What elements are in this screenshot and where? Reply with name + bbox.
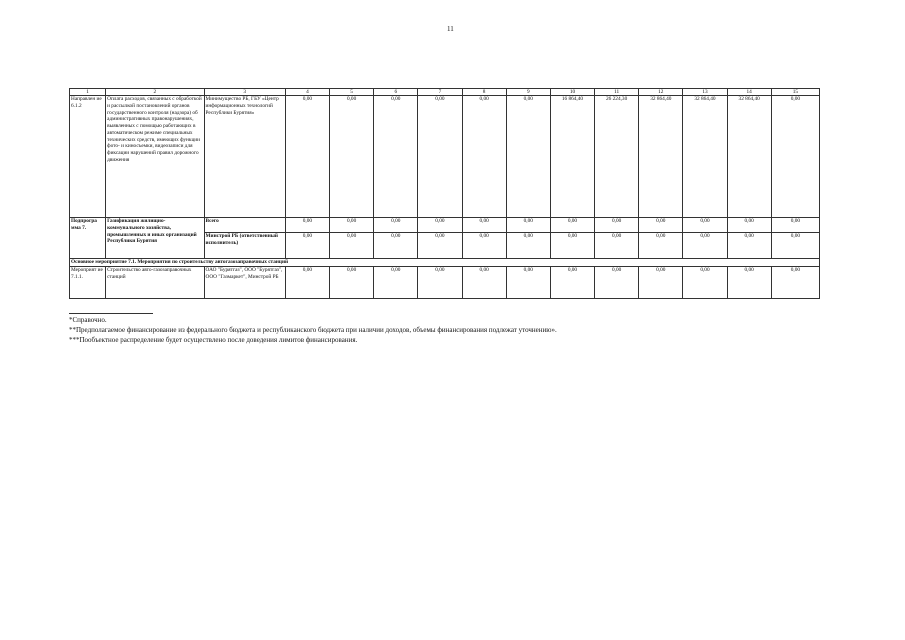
header-cell: 9 — [506, 89, 550, 96]
value-cell: 0,00 — [683, 233, 727, 259]
page-number: 11 — [447, 25, 454, 33]
header-cell: 11 — [595, 89, 639, 96]
row-executor: ОАО "Бурятгаз", ООО "Бурятгаз", ООО "Газмаркет", Минстрой РБ — [204, 266, 285, 298]
value-cell: 0,00 — [330, 218, 374, 233]
header-cell: 5 — [330, 89, 374, 96]
header-cell: 13 — [683, 89, 727, 96]
value-cell: 0,00 — [595, 233, 639, 259]
table-row — [70, 218, 820, 233]
value-cell: 0,00 — [418, 96, 462, 218]
value-cell: 26 224,30 — [595, 96, 639, 218]
value-cell: 0,00 — [727, 218, 771, 233]
value-cell: 32 864,40 — [683, 96, 727, 218]
section-row — [70, 259, 820, 267]
footnote: *Справочно. — [69, 316, 107, 324]
table-row — [70, 96, 820, 218]
value-cell: 0,00 — [683, 218, 727, 233]
header-cell: 1 — [70, 89, 106, 96]
header-cell: 3 — [204, 89, 285, 96]
value-cell: 32 864,40 — [727, 96, 771, 218]
header-row — [70, 89, 820, 96]
value-cell: 16 864,40 — [550, 96, 594, 218]
value-cell: 0,00 — [550, 233, 594, 259]
value-cell: 0,00 — [771, 96, 819, 218]
value-cell: 0,00 — [771, 218, 819, 233]
value-cell: 0,00 — [771, 266, 819, 298]
header-cell: 4 — [285, 89, 329, 96]
value-cell: 0,00 — [506, 266, 550, 298]
row-description: Строительство авто-газозаправочных станций — [106, 266, 204, 298]
section-title: Основное мероприятие 7.1. Мероприятия по строительству автогазозаправочных станций — [70, 259, 820, 267]
value-cell: 0,00 — [506, 218, 550, 233]
value-cell: 0,00 — [330, 266, 374, 298]
value-cell: 0,00 — [462, 233, 506, 259]
header-cell: 15 — [771, 89, 819, 96]
header-cell: 8 — [462, 89, 506, 96]
value-cell: 0,00 — [639, 218, 683, 233]
header-cell: 12 — [639, 89, 683, 96]
row-executor: Минстрой РБ (ответственный исполнитель) — [204, 233, 285, 259]
value-cell: 0,00 — [374, 218, 418, 233]
value-cell: 0,00 — [727, 233, 771, 259]
value-cell: 0,00 — [550, 266, 594, 298]
row-code: Направлен ие 6.1.2 — [70, 96, 106, 218]
value-cell: 0,00 — [683, 266, 727, 298]
header-cell: 6 — [374, 89, 418, 96]
value-cell: 0,00 — [374, 96, 418, 218]
value-cell: 0,00 — [374, 233, 418, 259]
value-cell: 0,00 — [418, 233, 462, 259]
value-cell: 0,00 — [771, 233, 819, 259]
value-cell: 0,00 — [330, 233, 374, 259]
value-cell: 0,00 — [506, 233, 550, 259]
value-cell: 0,00 — [285, 96, 329, 218]
header-cell: 2 — [106, 89, 204, 96]
value-cell: 0,00 — [595, 218, 639, 233]
value-cell: 0,00 — [595, 266, 639, 298]
footnote: **Предполагаемое финансирование из федерального бюджета и республиканского бюджета при наличии доходов, объемы финансирования подлежат уточнению». — [69, 326, 557, 334]
value-cell: 0,00 — [285, 233, 329, 259]
value-cell: 0,00 — [285, 218, 329, 233]
row-description: Газификация жилищно-коммунального хозяйства, промышленных и иных организаций Республики Бурятия — [106, 218, 204, 259]
value-cell: 0,00 — [418, 218, 462, 233]
footnote-divider — [69, 313, 153, 314]
row-code: Подпрогра мма 7. — [70, 218, 106, 259]
header-cell: 7 — [418, 89, 462, 96]
footnotes — [69, 313, 769, 345]
value-cell: 0,00 — [639, 233, 683, 259]
value-cell: 0,00 — [374, 266, 418, 298]
value-cell: 0,00 — [506, 96, 550, 218]
row-description: Оплата расходов, связанных с обработкой и рассылкой постановлений органов государственного контроля (надзора) об административных правонарушениях, выявленных с помощью работающих в автоматическом режиме специальных технических средств, имеющих функции фото- и киносъемки, видеозаписи для фиксации нарушений правил дорожного движения — [106, 96, 204, 218]
value-cell: 0,00 — [727, 266, 771, 298]
value-cell: 0,00 — [462, 218, 506, 233]
row-code: Мероприят ие 7.1.1. — [70, 266, 106, 298]
value-cell: 0,00 — [285, 266, 329, 298]
value-cell: 0,00 — [462, 96, 506, 218]
value-cell: 0,00 — [639, 266, 683, 298]
table-row — [70, 266, 820, 298]
value-cell: 0,00 — [462, 266, 506, 298]
value-cell: 0,00 — [330, 96, 374, 218]
value-cell: 32 864,40 — [639, 96, 683, 218]
row-executor: Минимущество РБ, ГБУ «Центр информационных технологий Республики Бурятия» — [204, 96, 285, 218]
footnote: ***Пообъектное распределение будет осуществлено после доведения лимитов финансирования. — [69, 336, 358, 344]
row-executor: Всего — [204, 218, 285, 233]
value-cell: 0,00 — [418, 266, 462, 298]
header-cell: 10 — [550, 89, 594, 96]
value-cell: 0,00 — [550, 218, 594, 233]
financing-table — [69, 88, 820, 299]
header-cell: 14 — [727, 89, 771, 96]
